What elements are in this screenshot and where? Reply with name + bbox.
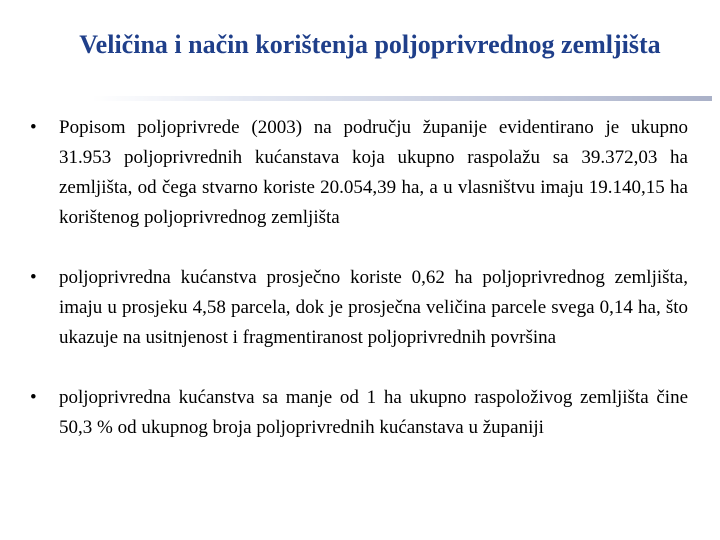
- bullet-text: Popisom poljoprivrede (2003) na području županije evidentirano je ukupno 31.953 poljoprivrednih kućanstava koja ukupno raspolažu sa 39.372,03 ha zemljišta, od čega stvarno koriste 20.054,39 ha, a u vlasništvu imaju 19.140,15 ha korištenog poljoprivrednog zemljišta: [59, 117, 688, 228]
- title-underline: [92, 96, 712, 101]
- bullet-text: poljoprivredna kućanstva prosječno koriste 0,62 ha poljoprivrednog zemljišta, imaju u prosjeku 4,58 parcela, dok je prosječna veličina parcele svega 0,14 ha, što ukazuje na usitnjenost i fragmentiranost poljoprivrednih površina: [59, 267, 688, 348]
- slide-title: Veličina i način korištenja poljoprivrednog zemljišta: [79, 30, 661, 59]
- bullet-dot-icon: •: [30, 387, 37, 408]
- bullet-dot-icon: •: [30, 117, 37, 138]
- bullet-item: [28, 383, 688, 443]
- bullet-list: [28, 113, 688, 443]
- bullet-text: poljoprivredna kućanstva sa manje od 1 ha ukupno raspoloživog zemljišta čine 50,3 % od ukupnog broja poljoprivrednih kućanstava u županiji: [59, 387, 688, 438]
- bullet-dot-icon: •: [30, 267, 37, 288]
- bullet-item: [28, 263, 688, 353]
- bullet-item: [28, 113, 688, 233]
